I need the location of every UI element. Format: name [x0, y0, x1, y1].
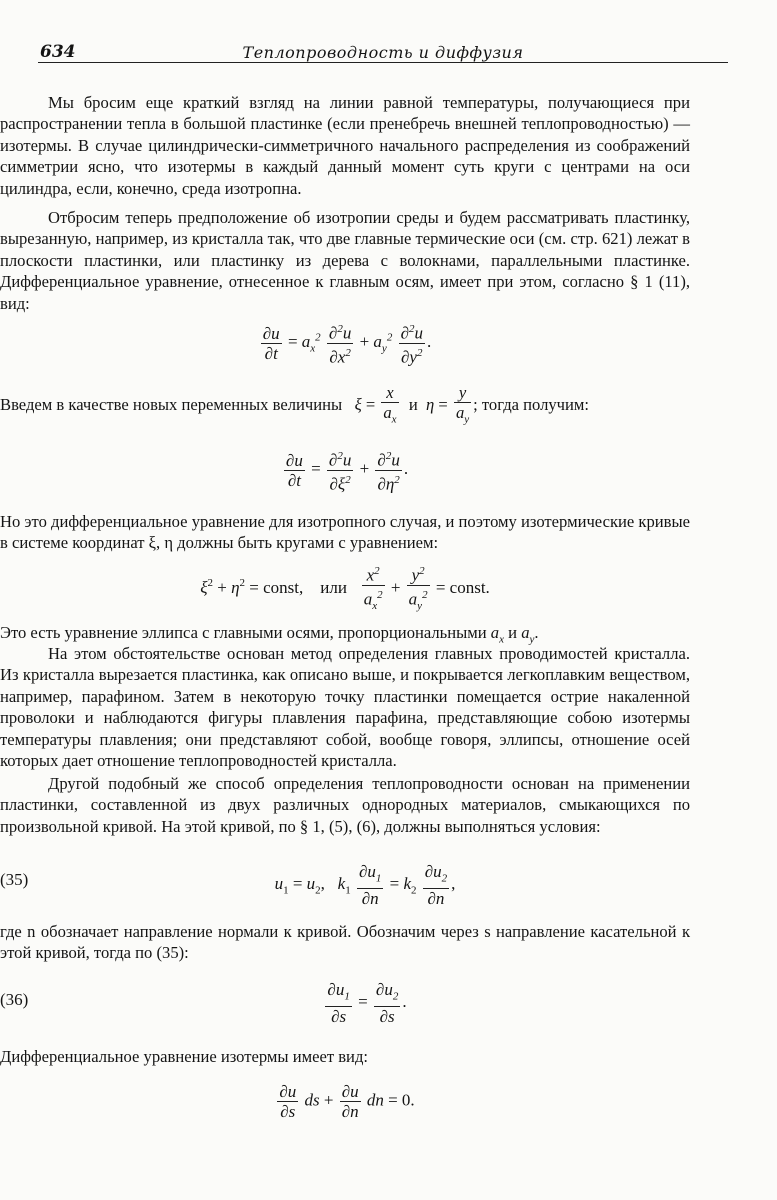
- page-number: 634: [40, 42, 76, 62]
- running-title: Теплопроводность и диффузия: [242, 43, 524, 62]
- paragraph-ellipse: Это есть уравнение эллипса с главными осями, пропорциональными $a_x$ и $a_y$.: [0, 623, 539, 646]
- equation-36: (36) $\frac{\partial u_1}{\partial s}$ = $\frac{\partial u_2}{\partial s}$ .: [0, 980, 407, 1027]
- page: [38, 40, 728, 63]
- paragraph-second-method: Другой подобный же способ определения теплопроводности основан на применении пластинки, составленной из двух различных однородных материалов, смыкающихся по произвольной кривой. На этой кривой, по § 1, (5), (6), должны выполняться условия:: [0, 774, 690, 836]
- substitution-tail: ; тогда получим:: [473, 394, 590, 414]
- paragraph-isotropic-case: Но это дифференциальное уравнение для изотропного случая, и поэтому изотермические кривые в системе координат ξ, η должны быть кругами с уравнением:: [0, 512, 690, 553]
- ellipse-and: и: [508, 623, 518, 642]
- paragraph-normal-tangent: где n обозначает направление нормали к кривой. Обозначим через s направление касательной к этой кривой, тогда по (35):: [0, 922, 690, 963]
- equation-isotherm: $\frac{\partial u}{\partial s}$ ds + $\frac{\partial u}{\partial n}$ dn = 0.: [279, 1082, 415, 1121]
- paragraph-isotherms-intro: Мы бросим еще краткий взгляд на линии равной температуры, получающиеся при распространении тепла в большой пластинке (если пренебречь внешней теплопроводностью) — изотермы. В случае цилиндрически-симметричного начального распределения из соображений симметрии ясно, что изотермы в каждый данный момент суть круги с центрами на оси цилиндра, если, конечно, среда изотропна.: [0, 93, 690, 198]
- equation-anisotropic-heat: $\frac{\partial u}{\partial t}$ = $a_x^2$ $\frac{\partial^2u}{\partial x^2}$ + $a_y^2$ $\frac{\partial^2u}{\partial y^2}$ .: [0, 320, 690, 366]
- substitution-text: Введем в качестве новых переменных величины: [0, 394, 343, 414]
- equation-36-number: (36): [0, 990, 29, 1009]
- page-header: [38, 40, 728, 63]
- or-label: или: [320, 577, 347, 597]
- const-label-2: const.: [449, 577, 490, 597]
- paragraph-anisotropic: Отбросим теперь предположение об изотропии среды и будем рассматривать пластинку, вырезанную, например, из кристалла так, что две главные термические оси (см. стр. 621) лежат в плоскости пластинки, или пластинку из дерева с волокнами, параллельными пластинке. Дифференциальное уравнение, отнесенное к главным осям, имеет при этом, согласно § 1 (11), вид:: [0, 208, 690, 313]
- ellipse-text: Это есть уравнение эллипса с главными осями, пропорциональными: [0, 623, 487, 642]
- paragraph-method: На этом обстоятельстве основан метод определения главных проводимостей кристалла. Из кристалла вырезается пластинка, как описано выше, и покрывается легкоплавким веществом, например, парафином. Затем в некоторую точку пластинки помещается острие накаленной проволоки и наблюдаются фигуры плавления парафина, представляющие собою изотермы температуры плавления; они представляют собой, вообще говоря, эллипсы, отношение осей которых дает отношение теплопроводностей кристалла.: [0, 644, 690, 771]
- const-label: const,: [263, 577, 304, 597]
- equation-isotropic-heat: $\frac{\partial u}{\partial t}$ = $\frac{\partial^2u}{\partial\xi^2}$ + $\frac{\partial^2u}{\partial\eta^2}$ .: [0, 447, 690, 493]
- equation-ellipse: $\xi^2 + \eta^2$ = const, или $\frac{x^2}{a_x^2}$ + $\frac{y^2}{a_y^2}$ = const.: [0, 562, 690, 616]
- substitution-and: и: [408, 394, 418, 414]
- paragraph-isotherm-equation: Дифференциальное уравнение изотермы имеет вид:: [0, 1047, 368, 1066]
- paragraph-substitution: Введем в качестве новых переменных величины ξ = $\frac{x}{a_x}$ и η = $\frac{y}{a_y}$ ; тогда получим:: [0, 383, 590, 426]
- equation-35-number: (35): [0, 870, 29, 889]
- equation-35: (35) $u_1 = u_2$, $k_1$ $\frac{\partial u_1}{\partial n}$ = $k_2$ $\frac{\partial u_2}{\partial n}$ ,: [0, 862, 456, 909]
